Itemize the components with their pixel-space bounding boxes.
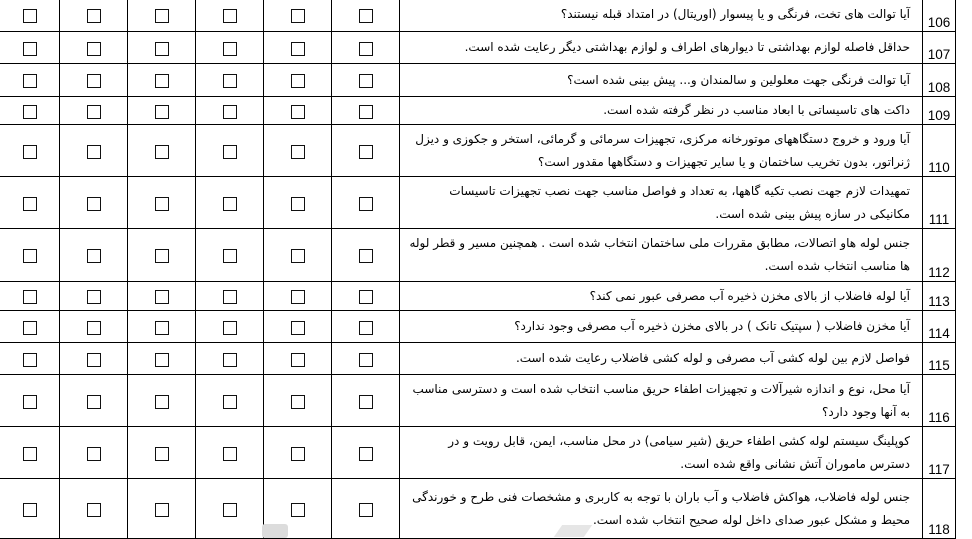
checkbox[interactable] xyxy=(359,503,373,517)
row-number: 113 xyxy=(923,282,956,311)
checkbox[interactable] xyxy=(359,249,373,263)
checkbox[interactable] xyxy=(223,353,237,367)
question-text: جنس لوله فاضلاب، هواکش فاضلاب و آب باران با توجه به کاربری و مشخصات فنی طرح و خورندگی محیط و مشکل عبور صدای داخل لوله صحیح انتخاب شده است. xyxy=(400,479,923,539)
checkbox[interactable] xyxy=(23,321,37,335)
checkbox[interactable] xyxy=(291,74,305,88)
checkbox[interactable] xyxy=(155,249,169,263)
checkbox[interactable] xyxy=(223,503,237,517)
checkbox[interactable] xyxy=(223,145,237,159)
table-row xyxy=(0,64,956,97)
table-row xyxy=(0,125,956,177)
question-text: آیا لوله فاضلاب از بالای مخزن ذخیره آب مصرفی عبور نمی کند؟ xyxy=(400,282,923,311)
checkbox[interactable] xyxy=(291,145,305,159)
row-number: 117 xyxy=(923,427,956,479)
checkbox[interactable] xyxy=(23,503,37,517)
checkbox[interactable] xyxy=(223,447,237,461)
checkbox[interactable] xyxy=(291,249,305,263)
checkbox[interactable] xyxy=(155,395,169,409)
row-number: 111 xyxy=(923,177,956,229)
checkbox[interactable] xyxy=(291,105,305,119)
checkbox[interactable] xyxy=(223,290,237,304)
checkbox[interactable] xyxy=(87,503,101,517)
checkbox[interactable] xyxy=(155,321,169,335)
checkbox[interactable] xyxy=(359,353,373,367)
checkbox[interactable] xyxy=(155,74,169,88)
row-number: 114 xyxy=(923,311,956,343)
checkbox[interactable] xyxy=(359,145,373,159)
checkbox[interactable] xyxy=(87,290,101,304)
row-number: 118 xyxy=(923,479,956,539)
checkbox[interactable] xyxy=(23,42,37,56)
checkbox[interactable] xyxy=(23,290,37,304)
table-row xyxy=(0,177,956,229)
checkbox[interactable] xyxy=(23,395,37,409)
checkbox[interactable] xyxy=(155,9,169,23)
checkbox[interactable] xyxy=(23,9,37,23)
table-row xyxy=(0,311,956,343)
checkbox[interactable] xyxy=(359,321,373,335)
checkbox[interactable] xyxy=(87,353,101,367)
checkbox[interactable] xyxy=(87,321,101,335)
checkbox[interactable] xyxy=(291,42,305,56)
question-text: فواصل لازم بین لوله کشی آب مصرفی و لوله کشی فاضلاب رعایت شده است. xyxy=(400,343,923,375)
checkbox[interactable] xyxy=(87,42,101,56)
checkbox[interactable] xyxy=(87,74,101,88)
checkbox[interactable] xyxy=(291,503,305,517)
checkbox[interactable] xyxy=(155,290,169,304)
checkbox[interactable] xyxy=(359,74,373,88)
checkbox[interactable] xyxy=(23,74,37,88)
row-number: 112 xyxy=(923,229,956,282)
checkbox[interactable] xyxy=(291,9,305,23)
question-text: حداقل فاصله لوازم بهداشتی تا دیوارهای اطراف و لوازم بهداشتی دیگر رعایت شده است. xyxy=(400,32,923,64)
checkbox[interactable] xyxy=(23,447,37,461)
row-number: 107 xyxy=(923,32,956,64)
question-text: کوپلینگ سیستم لوله کشی اطفاء حریق (شیر سیامی) در محل مناسب، ایمن، قابل رویت و در دسترس ماموران آتش نشانی واقع شده است. xyxy=(400,427,923,479)
checkbox[interactable] xyxy=(359,290,373,304)
checkbox[interactable] xyxy=(23,145,37,159)
row-number: 106 xyxy=(923,0,956,32)
row-number: 116 xyxy=(923,375,956,427)
row-number: 115 xyxy=(923,343,956,375)
row-number: 109 xyxy=(923,97,956,125)
checkbox[interactable] xyxy=(359,42,373,56)
table-row xyxy=(0,479,956,539)
checkbox[interactable] xyxy=(223,249,237,263)
table-row xyxy=(0,0,956,32)
checkbox[interactable] xyxy=(359,9,373,23)
question-text: آیا محل، نوع و اندازه شیرآلات و تجهیزات اطفاء حریق مناسب انتخاب شده است و دسترسی مناسب به آنها وجود دارد؟ xyxy=(400,375,923,427)
checkbox[interactable] xyxy=(223,105,237,119)
checkbox[interactable] xyxy=(23,197,37,211)
question-text: آیا ورود و خروج دستگاههای موتورخانه مرکزی، تجهیزات سرمائی و گرمائی، استخر و جکوزی و دیزل ژنراتور، بدون تخریب ساختمان و یا سایر تجهیزات و دستگاهها مقدور است؟ xyxy=(400,125,923,177)
checkbox[interactable] xyxy=(155,197,169,211)
checkbox[interactable] xyxy=(223,42,237,56)
checkbox[interactable] xyxy=(223,74,237,88)
question-text: جنس لوله هاو اتصالات، مطابق مقررات ملی ساختمان انتخاب شده است . همچنین مسیر و قطر لوله ها مناسب انتخاب شده است. xyxy=(400,229,923,282)
checkbox[interactable] xyxy=(359,197,373,211)
checkbox[interactable] xyxy=(87,395,101,409)
question-text: آیا توالت های تخت، فرنگی و یا پیسوار (اوریتال) در امتداد قبله نیستند؟ xyxy=(400,0,923,32)
checkbox[interactable] xyxy=(291,197,305,211)
checkbox[interactable] xyxy=(87,249,101,263)
checkbox[interactable] xyxy=(155,447,169,461)
table-row xyxy=(0,97,956,125)
checkbox[interactable] xyxy=(155,353,169,367)
checkbox[interactable] xyxy=(223,395,237,409)
checkbox[interactable] xyxy=(359,105,373,119)
table-row xyxy=(0,343,956,375)
checkbox[interactable] xyxy=(291,447,305,461)
checkbox[interactable] xyxy=(23,353,37,367)
checkbox[interactable] xyxy=(155,503,169,517)
row-number: 108 xyxy=(923,64,956,97)
checkbox[interactable] xyxy=(291,321,305,335)
checkbox[interactable] xyxy=(23,249,37,263)
question-text: تمهیدات لازم جهت نصب تکیه گاهها، به تعداد و فواصل مناسب جهت نصب تجهیزات تاسیسات مکانیکی در سازه پیش بینی شده است. xyxy=(400,177,923,229)
checkbox[interactable] xyxy=(291,353,305,367)
checkbox[interactable] xyxy=(359,395,373,409)
checkbox[interactable] xyxy=(155,145,169,159)
checkbox[interactable] xyxy=(155,105,169,119)
question-text: آیا مخزن فاضلاب ( سپتیک تانک ) در بالای مخزن ذخیره آب مصرفی وجود ندارد؟ xyxy=(400,311,923,343)
table-row xyxy=(0,427,956,479)
checkbox[interactable] xyxy=(87,197,101,211)
row-number: 110 xyxy=(923,125,956,177)
table-row xyxy=(0,229,956,282)
question-text: آیا توالت فرنگی جهت معلولین و سالمندان و... پیش بینی شده است؟ xyxy=(400,64,923,97)
table-row xyxy=(0,375,956,427)
question-text: داکت های تاسیساتی با ابعاد مناسب در نظر گرفته شده است. xyxy=(400,97,923,125)
checkbox[interactable] xyxy=(87,447,101,461)
watermark-fragment xyxy=(262,524,288,538)
checkbox[interactable] xyxy=(359,447,373,461)
checkbox[interactable] xyxy=(87,9,101,23)
table-row xyxy=(0,282,956,311)
checkbox[interactable] xyxy=(223,9,237,23)
checkbox[interactable] xyxy=(23,105,37,119)
checkbox[interactable] xyxy=(291,395,305,409)
table-row xyxy=(0,32,956,64)
checkbox[interactable] xyxy=(223,321,237,335)
checkbox[interactable] xyxy=(291,290,305,304)
checkbox[interactable] xyxy=(223,197,237,211)
checkbox[interactable] xyxy=(87,145,101,159)
checkbox[interactable] xyxy=(87,105,101,119)
checkbox[interactable] xyxy=(155,42,169,56)
